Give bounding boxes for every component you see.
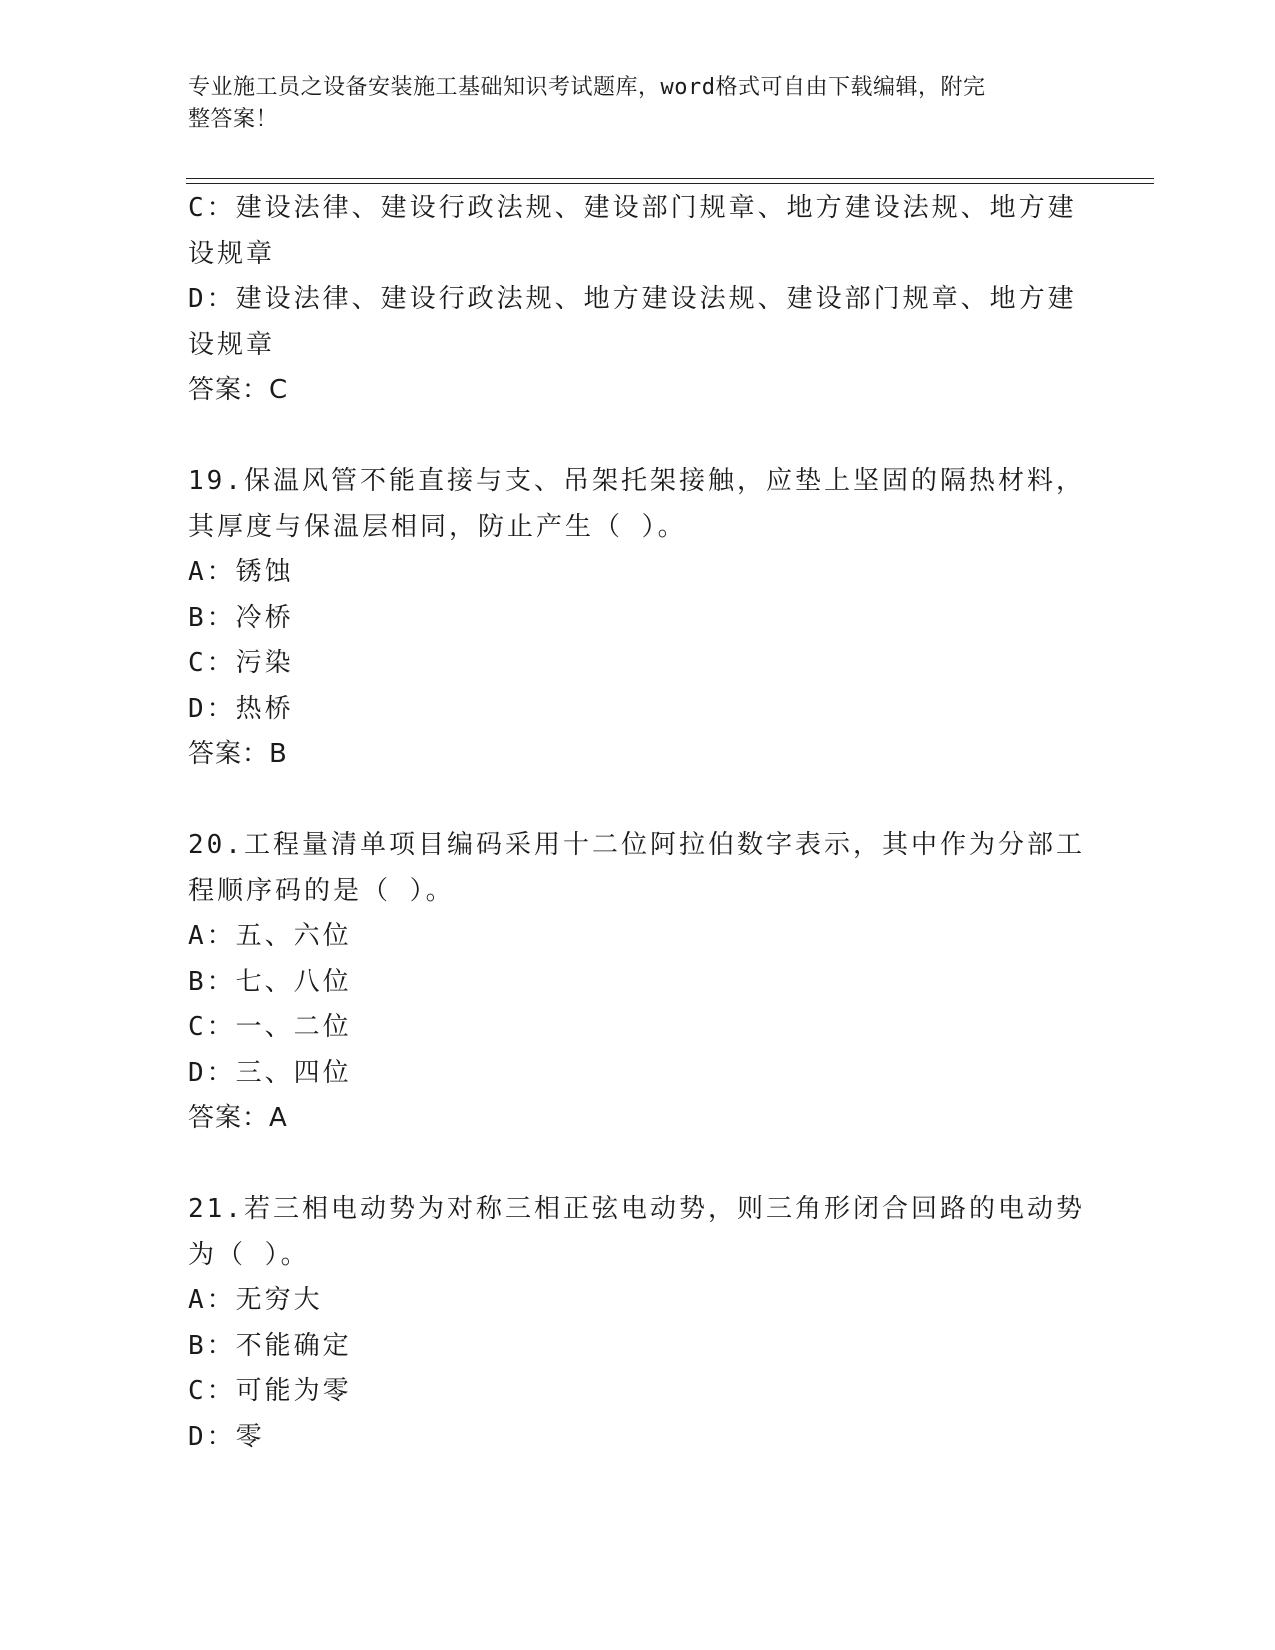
question-text: 21.若三相电动势为对称三相正弦电动势，则三角形闭合回路的电动势 (188, 1194, 1085, 1224)
question-text: 程顺序码的是（ ）。 (188, 875, 455, 906)
option-text: 设规章 (188, 329, 276, 360)
question-text: 20.工程量清单项目编码采用十二位阿拉伯数字表示，其中作为分部工 (188, 830, 1085, 860)
option-text: D：建设法律、建设行政法规、地方建设法规、建设部门规章、地方建 (188, 284, 1077, 314)
option-text: B：不能确定 (188, 1330, 352, 1361)
block-spacer (188, 778, 1088, 824)
option-text: C：建设法律、建设行政法规、建设部门规章、地方建设法规、地方建 (188, 193, 1077, 223)
question-text: 19.保温风管不能直接与支、吊架托架接触，应垫上坚固的隔热材料， (188, 466, 1085, 496)
option-text: C：污染 (188, 648, 294, 678)
document-header (188, 72, 1088, 136)
answer-text: 答案：C (188, 375, 289, 405)
option-text: 设规章 (188, 238, 276, 269)
option-text: A：无穷大 (188, 1285, 323, 1315)
option-text: A：五、六位 (188, 921, 352, 951)
option-text: B：七、八位 (188, 966, 352, 997)
answer-text: 答案：B (188, 739, 288, 769)
option-text: D：热桥 (188, 693, 294, 724)
header-rule-bottom (186, 183, 1154, 184)
question-text: 为（ ）。 (188, 1239, 310, 1270)
question-block-q19 (188, 459, 1088, 778)
question-block-q18-tail (188, 186, 1088, 414)
block-spacer (188, 414, 1088, 460)
header-rule-top (186, 178, 1154, 179)
option-text: D：三、四位 (188, 1057, 352, 1088)
question-list (188, 186, 1088, 1460)
option-text: A：锈蚀 (188, 557, 294, 587)
option-text: B：冷桥 (188, 602, 294, 633)
answer-text: 答案：A (188, 1103, 288, 1133)
option-text: C：一、二位 (188, 1012, 352, 1042)
header-line-2: 整答案！ (188, 107, 279, 132)
block-spacer (188, 1142, 1088, 1188)
question-block-q21 (188, 1187, 1088, 1460)
option-text: D：零 (188, 1421, 265, 1452)
header-line-1: 专业施工员之设备安装施工基础知识考试题库，word格式可自由下载编辑，附完 (188, 75, 986, 100)
question-text: 其厚度与保温层相同，防止产生（ ）。 (188, 511, 687, 542)
question-block-q20 (188, 823, 1088, 1142)
option-text: C：可能为零 (188, 1376, 352, 1406)
